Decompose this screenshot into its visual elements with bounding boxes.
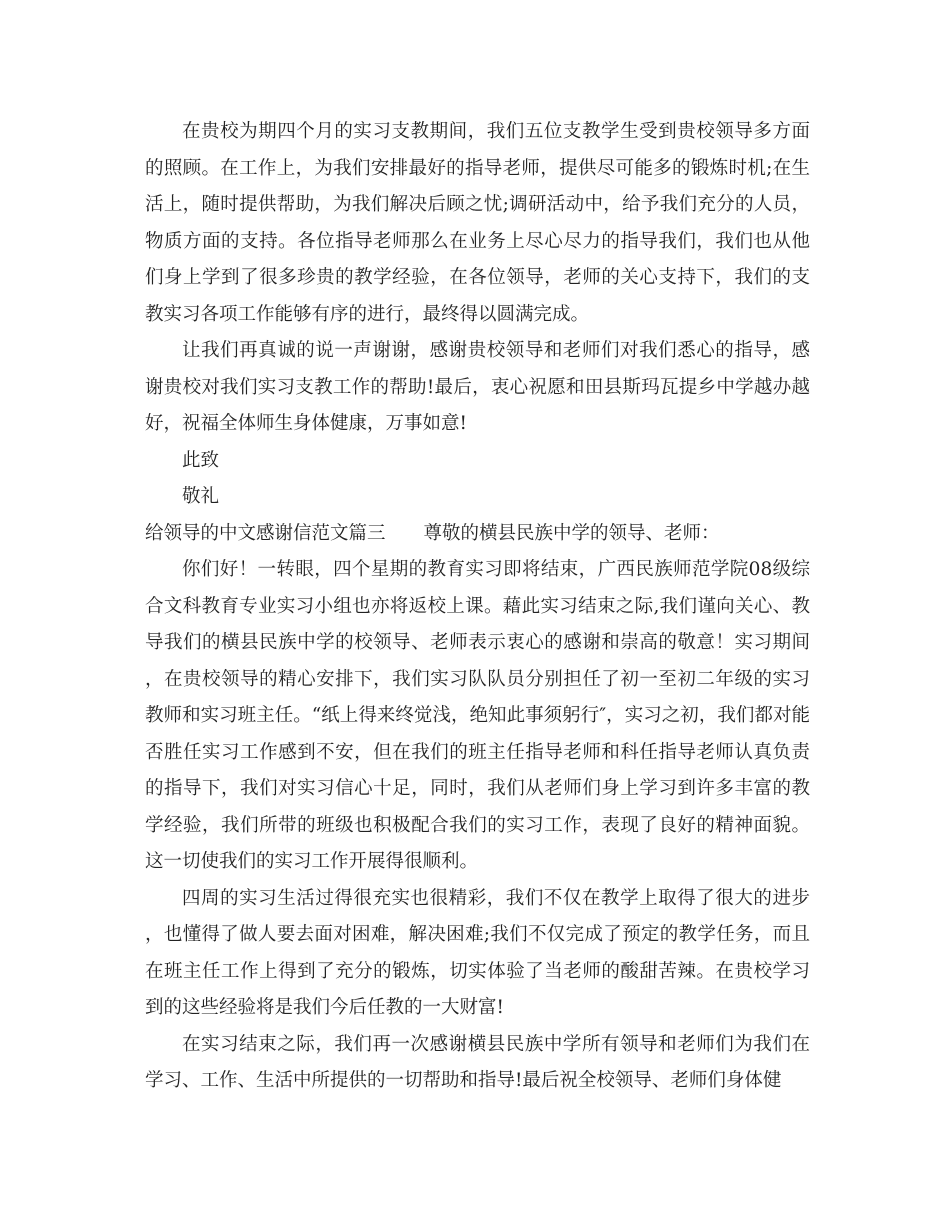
section-heading-line bbox=[145, 516, 810, 553]
letter-body bbox=[145, 114, 810, 1100]
closing-line: 此致 bbox=[182, 449, 220, 471]
closing-line: 敬礼 bbox=[182, 486, 220, 507]
section-title: 给领导的中文感谢信范文篇三 bbox=[145, 522, 386, 544]
paragraph: 在贵校为期四个月的实习支教期间，我们五位支教学生受到贵校领导多方面的照顾。在工作上，为我们安排最好的指导老师，提供尽可能多的锻炼时机;在生活上，随时提供帮助，为我们解决后顾之忧;调研活动中，给予我们充分的人员，物质方面的支持。各位指导老师那么在业务上尽心尽力的指导我们，我们也从他们身上学到了很多珍贵的教学经验，在各位领导，老师的关心支持下，我们的支教实习各项工作能够有序的进行，最终得以圆满完成。 bbox=[145, 121, 810, 325]
paragraph: 四周的实习生活过得很充实也很精彩，我们不仅在教学上取得了很大的进步，也懂得了做人要去面对困难，解决困难;我们不仅完成了预定的教学任务，而且在班主任工作上得到了充分的锻炼，切实体验了当老师的酸甜苦辣。在贵校学习到的这些经验将是我们今后任教的一大财富! bbox=[145, 887, 810, 1018]
paragraph: 让我们再真诚的说一声谢谢，感谢贵校领导和老师们对我们悉心的指导，感谢贵校对我们实习支教工作的帮助!最后，衷心祝愿和田县斯玛瓦提乡中学越办越好，祝福全体师生身体健康，万事如意! bbox=[145, 340, 810, 434]
paragraph: 你们好！一转眼，四个星期的教育实习即将结束，广西民族师范学院08级综合文科教育专业实习小组也亦将返校上课。藉此实习结束之际,我们谨向关心、教导我们的横县民族中学的校领导、老师表示衷心的感谢和崇高的敬意！实习期间，在贵校领导的精心安排下，我们实习队队员分别担任了初一至初二年级的实习教师和实习班主任。“纸上得来终觉浅，绝知此事须躬行″，实习之初，我们都对能否胜任实习工作感到不安，但在我们的班主任指导老师和科任指导老师认真负责的指导下，我们对实习信心十足，同时，我们从老师们身上学习到许多丰富的教学经验，我们所带的班级也积极配合我们的实习工作，表现了良好的精神面貌。这一切使我们的实习工作开展得很顺利。 bbox=[145, 559, 810, 872]
paragraph: 在实习结束之际，我们再一次感谢横县民族中学所有领导和老师们为我们在学习、工作、生活中所提供的一切帮助和指导!最后祝全校领导、老师们身体健 bbox=[145, 1033, 810, 1091]
salutation: 尊敬的横县民族中学的领导、老师： bbox=[423, 522, 720, 544]
